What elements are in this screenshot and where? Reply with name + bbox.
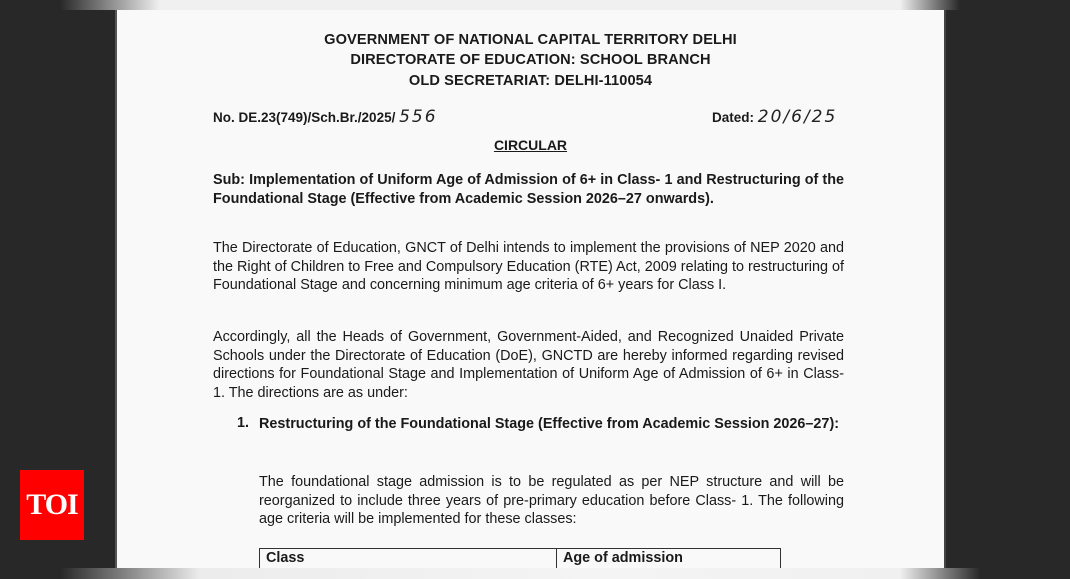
date-line [712, 107, 837, 127]
header-line-address: OLD SECRETARIAT: DELHI-110054 [408, 73, 653, 89]
direction-body: The foundational stage admission is to be regulated as per NEP structure and will be reorganized to include three years of pre-primary education before Class- 1. The following age criteria will be implemented for these classes: [259, 474, 844, 528]
dated-label: Dated: [712, 110, 755, 125]
bottom-edge-strip [0, 568, 1070, 579]
direction-heading: Restructuring of the Foundational Stage (Effective from Academic Session 2026–27): [259, 416, 840, 432]
circular-document [115, 10, 946, 568]
top-edge-strip [0, 0, 1070, 10]
table-header-class: Class [260, 549, 557, 578]
circular-title: CIRCULAR [493, 137, 568, 153]
toi-logo [20, 470, 84, 540]
reference-number-handwritten: 556 [399, 107, 438, 127]
subject-line: Sub: Implementation of Uniform Age of Admission of 6+ in Class- 1 and Restructuring of the Foundational Stage (Effective from Academic Session 2026–27 onwards). [213, 172, 844, 207]
header-line-government: GOVERNMENT OF NATIONAL CAPITAL TERRITORY DELHI [324, 32, 737, 48]
toi-logo-text: TOI [26, 488, 78, 521]
dated-handwritten: 20/6/25 [757, 107, 838, 127]
paragraph-intro: The Directorate of Education, GNCT of Delhi intends to implement the provisions of NEP 2020 and the Right of Children to Free and Compulsory Education (RTE) Act, 2009 relating to restructuring of Foundational Stage and concerning minimum age criteria of 6+ years for Class I. [213, 240, 844, 294]
paragraph-accordingly: Accordingly, all the Heads of Government, Government-Aided, and Recognized Unaided Private Schools under the Directorate of Education (DoE), GNCTD are hereby informed regarding revised directions for Foundational Stage and Implementation of Uniform Age of Admission of 6+ in Class- 1. The directions are as under: [213, 329, 844, 401]
table-header-age: Age of admission [563, 550, 683, 566]
direction-number: 1. [237, 415, 250, 431]
reference-number-label: No. DE.23(749)/Sch.Br./2025/ [213, 110, 396, 125]
reference-number [213, 107, 438, 127]
header-line-directorate: DIRECTORATE OF EDUCATION: SCHOOL BRANCH [350, 52, 711, 68]
